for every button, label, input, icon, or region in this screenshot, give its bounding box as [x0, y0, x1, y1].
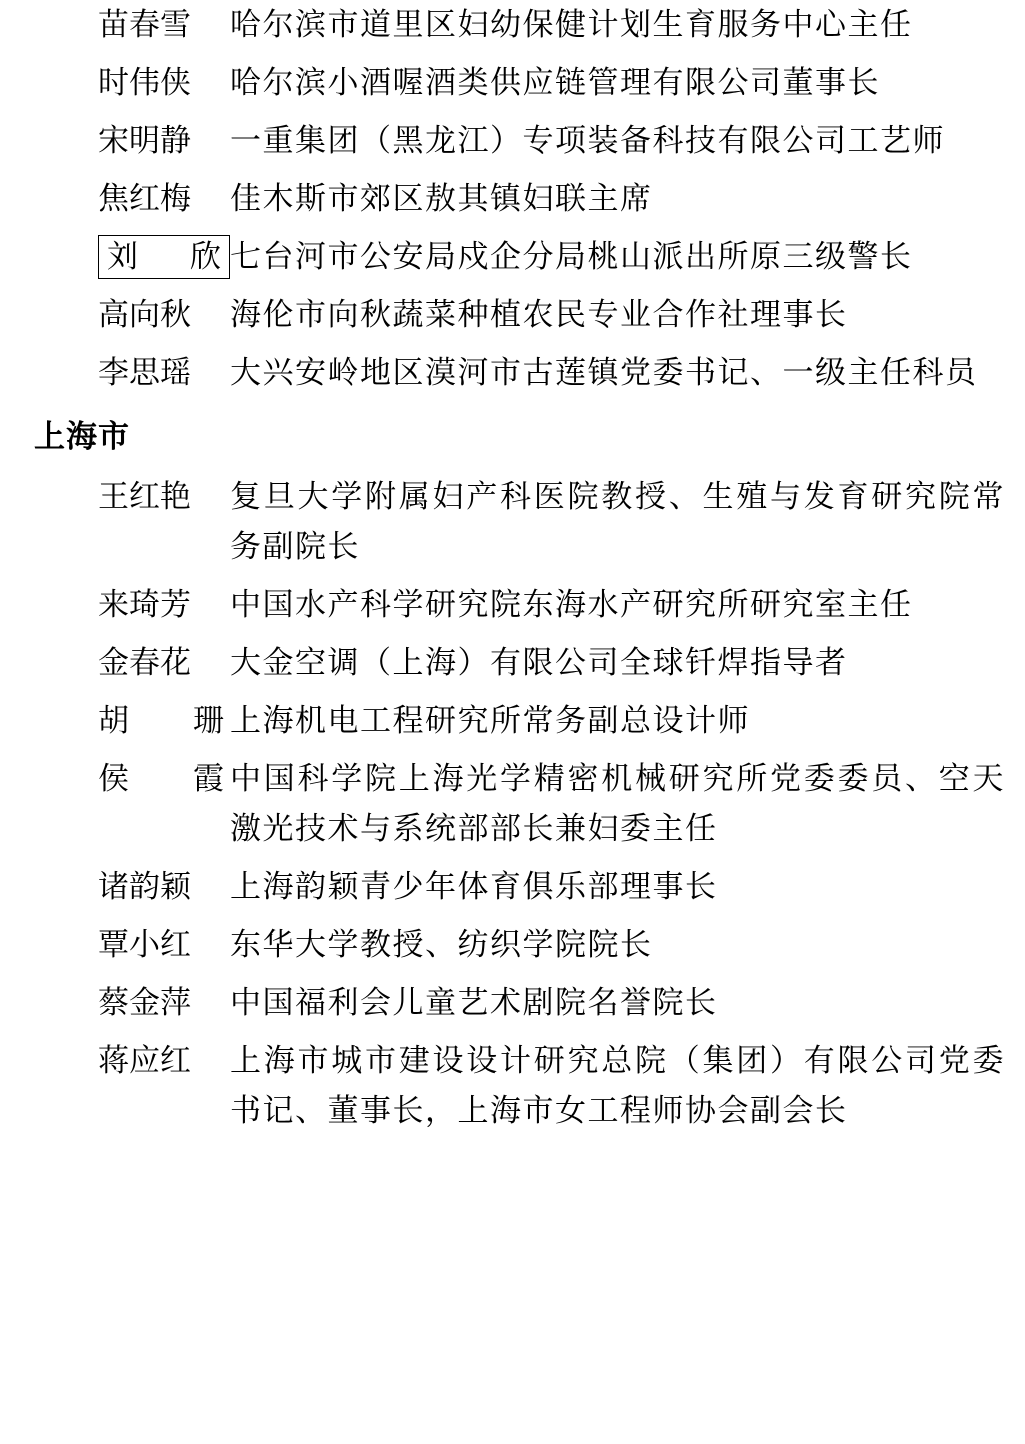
person-name: 蒋应红	[98, 1043, 191, 1079]
person-name	[98, 754, 230, 804]
person-name-char-1: 胡	[98, 703, 129, 739]
person-name-char-2: 欣	[190, 239, 221, 275]
person-name: 覃小红	[98, 927, 191, 963]
list-item	[0, 1036, 1025, 1136]
person-name: 时伟侠	[98, 65, 191, 101]
person-title: 中国福利会儿童艺术剧院名誉院长	[230, 985, 718, 1021]
list-item	[0, 920, 1025, 970]
list-item	[0, 0, 1025, 50]
person-name: 王红艳	[98, 479, 191, 515]
list-section-shanghai	[0, 472, 1025, 1136]
list-item	[0, 754, 1025, 854]
list-item	[0, 638, 1025, 688]
list-item	[0, 472, 1025, 572]
list-section-heilongjiang	[0, 0, 1025, 398]
person-title: 中国科学院上海光学精密机械研究所党委委员、空天激光技术与系统部部长兼妇委主任	[230, 761, 1005, 847]
section-heading-shanghai: 上海市	[34, 419, 130, 455]
list-item	[0, 696, 1025, 746]
list-item-highlighted	[0, 232, 1025, 282]
person-title: 上海韵颖青少年体育俱乐部理事长	[230, 869, 718, 905]
list-item	[0, 862, 1025, 912]
list-item	[0, 348, 1025, 398]
person-name-char-2: 霞	[193, 761, 224, 797]
list-item	[0, 978, 1025, 1028]
person-title: 一重集团（黑龙江）专项装备科技有限公司工艺师	[230, 123, 945, 159]
person-name: 焦红梅	[98, 181, 191, 217]
list-item	[0, 580, 1025, 630]
person-name: 蔡金萍	[98, 985, 191, 1021]
person-name-char-1: 侯	[98, 761, 129, 797]
person-title: 大金空调（上海）有限公司全球钎焊指导者	[230, 645, 848, 681]
person-title: 哈尔滨市道里区妇幼保健计划生育服务中心主任	[230, 7, 913, 43]
person-title: 复旦大学附属妇产科医院教授、生殖与发育研究院常务副院长	[230, 479, 1005, 565]
person-title: 哈尔滨小酒喔酒类供应链管理有限公司董事长	[230, 65, 880, 101]
person-title: 大兴安岭地区漠河市古莲镇党委书记、一级主任科员	[230, 355, 978, 391]
list-item	[0, 58, 1025, 108]
person-name: 金春花	[98, 645, 191, 681]
person-name: 高向秋	[98, 297, 191, 333]
person-name-char-2: 珊	[193, 703, 224, 739]
person-name: 李思瑶	[98, 355, 191, 391]
person-name: 来琦芳	[98, 587, 191, 623]
person-name-boxed	[98, 235, 230, 279]
person-title: 中国水产科学研究院东海水产研究所研究室主任	[230, 587, 913, 623]
person-name: 诸韵颖	[98, 869, 191, 905]
person-title: 海伦市向秋蔬菜种植农民专业合作社理事长	[230, 297, 848, 333]
person-name	[98, 696, 230, 746]
person-title: 上海机电工程研究所常务副总设计师	[230, 703, 750, 739]
person-title: 七台河市公安局戍企分局桃山派出所原三级警长	[230, 239, 913, 275]
person-title: 佳木斯市郊区敖其镇妇联主席	[230, 181, 653, 217]
person-name-char-1: 刘	[107, 239, 138, 275]
list-item	[0, 174, 1025, 224]
person-name: 宋明静	[98, 123, 191, 159]
list-item	[0, 290, 1025, 340]
list-item	[0, 116, 1025, 166]
person-title: 东华大学教授、纺织学院院长	[230, 927, 653, 963]
person-title: 上海市城市建设设计研究总院（集团）有限公司党委书记、董事长，上海市女工程师协会副会长	[230, 1043, 1005, 1129]
person-name: 苗春雪	[98, 7, 191, 43]
